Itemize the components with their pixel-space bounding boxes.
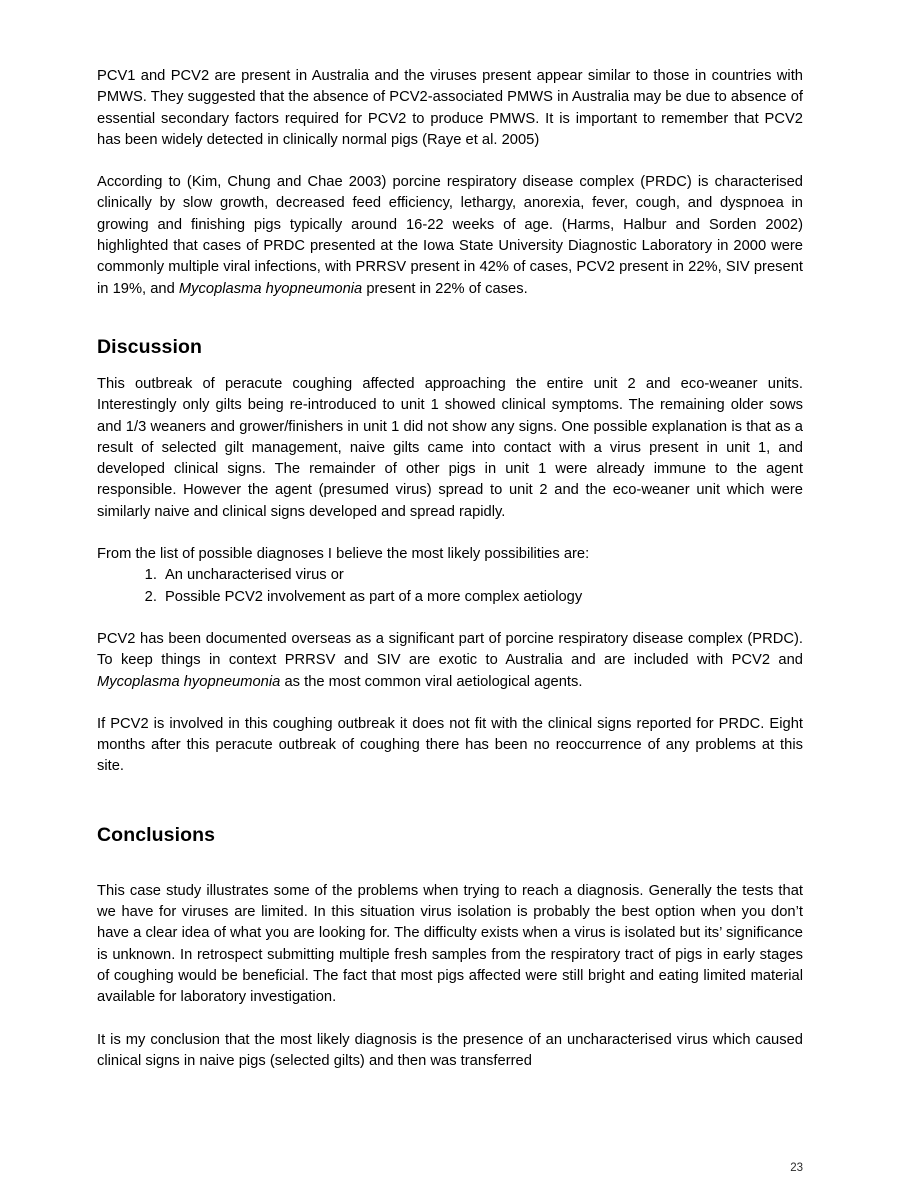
paragraph-discussion-outbreak: This outbreak of peracute coughing affected approaching the entire unit 2 and eco-weaner units. Interestingly only gilts being re-introduced to unit 1 showed clinical symptoms. The remaining older sows and 1/3 weaners and grower/finishers in unit 1 did not show any signs. One possible explanation is that as a result of selected gilt management, naive gilts came into contact with a virus present in unit 1, and developed clinical signs. The remainder of other pigs in unit 1 were already immune to the agent responsible. However the agent (presumed virus) spread to unit 2 and the eco-weaner unit which were similarly naive and clinical signs developed and spread rapidly. (97, 375, 803, 520)
species-name-mycoplasma-2: Mycoplasma hyopneumonia (97, 673, 281, 690)
page-number: 23 (790, 1162, 803, 1174)
spacer-before-conclusions (97, 799, 803, 823)
paragraph-pcv2-prdc-part1: PCV2 has been documented overseas as a significant part of porcine respiratory disease complex (PRDC). To keep things in context PRRSV and SIV are exotic to Australia and are included with PCV2 and (97, 630, 803, 669)
paragraph-pcv1-pcv2: PCV1 and PCV2 are present in Australia and the viruses present appear similar to those in countries with PMWS. They suggested that the absence of PCV2-associated PMWS in Australia may be due to absence of essential secondary factors required for PCV2 to produce PMWS. It is important to remember that PCV2 has been widely detected in clinically normal pigs (Raye et al. 2005) (97, 68, 803, 148)
section-heading-conclusions: Conclusions (97, 823, 216, 846)
paragraph-conclusions-final: It is my conclusion that the most likely diagnosis is the presence of an uncharacterised virus which caused clinical signs in naive pigs (selected gilts) and then was transferred (97, 1031, 803, 1069)
paragraph-discussion-pcv2-clinical-signs: If PCV2 is involved in this coughing outbreak it does not fit with the clinical signs reported for PRDC. Eight months after this peracute outbreak of coughing there has been no reoccurrence of any problems at this site. (97, 715, 803, 775)
spacer-before-discussion (97, 321, 803, 335)
list-possible-diagnoses (97, 565, 803, 608)
list-item: 2. Possible PCV2 involvement as part of a more complex aetiology (161, 587, 803, 608)
paragraph-discussion-pcv2-prdc (97, 629, 803, 693)
section-heading-discussion: Discussion (97, 335, 203, 358)
species-name-mycoplasma-1: Mycoplasma hyopneumonia (178, 280, 363, 297)
spacer-after-discussion-heading (97, 359, 803, 374)
paragraph-discussion-diagnoses-intro: From the list of possible diagnoses I believe the most likely possibilities are: (97, 546, 590, 563)
list-item: 1. An uncharacterised virus or (161, 565, 803, 586)
paragraph-prdc-text-part2: present in 22% of cases. (362, 280, 528, 297)
paragraph-prdc-description (97, 172, 803, 300)
paragraph-conclusions-case-study: This case study illustrates some of the problems when trying to reach a diagnosis. Generally the tests that we have for viruses are limited. In this situation virus isolation is probably the best option when you don’t have a clear idea of what you are looking for. The difficulty exists when a virus is isolated but its’ significance is unknown. In retrospect submitting multiple fresh samples from the respiratory tract of pigs in early stages of coughing would be beneficial. The fact that most pigs affected were still bright and eating limited material available for laboratory investigation. (97, 882, 803, 1006)
paragraph-pcv2-prdc-part2: as the most common viral aetiological agents. (280, 673, 583, 690)
spacer-after-conclusions-heading (97, 847, 803, 881)
paragraph-prdc-text-part1: According to (Kim, Chung and Chae 2003) porcine respiratory disease complex (PRDC) is characterised clinically by slow growth, decreased feed efficiency, lethargy, anorexia, fever, cough, and dyspnoea in growing and finishing pigs typically around 16-22 weeks of age. (Harms, Halbur and Sorden 2002) highlighted that cases of PRDC presented at the Iowa State University Diagnostic Laboratory in 2000 were commonly multiple viral infections, with PRRSV present in 42% of cases, PCV2 present in 22%, SIV present in 19%, and (97, 174, 803, 297)
